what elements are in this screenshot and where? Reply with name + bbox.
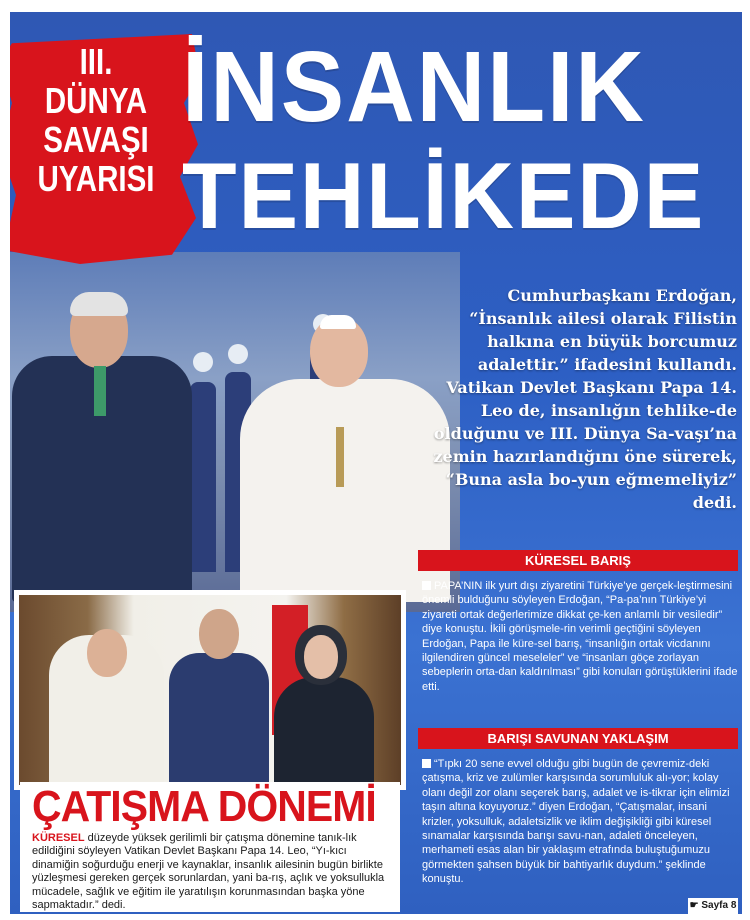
- headline-line-2: TEHLİKEDE: [182, 143, 706, 248]
- section-paragraph: PAPA’NIN ilk yurt dışı ziyaretini Türkiye’ye gerçek-leştirmesini önemli bulduğunu söyleyen Erdoğan, “Pa-pa’nın Türkiye’yi ziyareti ortak değerlerimize dikkat çe-ken anlamlı bir vesiledir” diye konuştu. İkili görüşmele-rin verimli geçtiğini söyleyen Erdoğan, Papa ile küre-sel barış, “insanlığın ortak vicdanını ilgilendiren güncel meseleler” ve “insanları göçe zorlayan sebeplerin orta-dan kaldırılması” gibi konuları görüştüklerini ifade etti.: [422, 580, 738, 693]
- kicker-line: III.: [79, 41, 113, 82]
- kicker-text: [25, 42, 166, 198]
- section-text: [422, 579, 738, 694]
- box-keyword: KÜRESEL: [32, 832, 85, 844]
- kicker-line: SAVAŞI: [43, 119, 149, 160]
- page-reference: ☛ Sayfa 8: [688, 898, 738, 914]
- article-panel: [10, 12, 742, 914]
- section-text: [422, 757, 738, 887]
- section-heading: BARIŞI SAVUNAN YAKLAŞIM: [418, 728, 738, 749]
- kicker-line: DÜNYA: [44, 80, 148, 121]
- box-body: [32, 832, 394, 912]
- box-title: ÇATIŞMA DÖNEMİ: [32, 782, 376, 831]
- guard-helmet: [193, 352, 213, 372]
- headline-line-1: İNSANLIK: [182, 31, 646, 143]
- box-text: düzeyde yüksek gerilimli bir çatışma dönemine tanık-lık edildiğini söyleyen Vatikan Devlet Başkanı Papa 14. Leo, “Yı-kıcı dinamiğin soğurduğu enerji ve kaynaklar, insanlık ailesinin bugün birlikte yüzleşmesi gereken gerçek sorunlardan, yani ba-rış, açlık ve yoksullukla mücadele, sağlık ve eğitim ile yaratılışın korunmasından başka yöne sapmaktadır.” dedi.: [32, 832, 385, 912]
- kicker-line: UYARISI: [37, 158, 155, 199]
- erdogan-figure: [12, 294, 194, 602]
- bullet-square-icon: [422, 581, 431, 590]
- lead-paragraph: Cumhurbaşkanı Erdoğan, “İnsanlık ailesi olarak Filistin halkına en büyük borcumuz adalettir.” ifadesini kullandı. Vatikan Devlet Başkanı Papa 14. Leo de, insanlığın tehlike-de olduğunu ve III. Dünya Sa-vaşı’na zemin hazırlandığını öne sürerek, “Buna asla bo-yun eğmemeliyiz” dedi.: [433, 286, 737, 512]
- section-paragraph: “Tıpkı 20 sene evvel olduğu gibi bugün de çevremiz-deki çatışma, kriz ve zulümler karşısında sorumluluk alı-yor; kolay olanı değil zor olanı seçerek barış, adalet ve is-tikrar için elimizi taşın altına koyuyoruz.” diyen Erdoğan, “Çatışmalar, insani krizler, yoksulluk, adaletsizlik ve iklim değişikliği gibi küresel sınamalar karşısında barışı savu-nan, adaleti önceleyen, merhameti esas alan bir yaklaşım etrafında buluştuğumuzu görmekten şahsen büyük bir bahtiyarlık duydum.” şeklinde konuştu.: [422, 758, 730, 886]
- section-heading: KÜRESEL BARIŞ: [418, 550, 738, 571]
- bullet-square-icon: [422, 759, 431, 768]
- inset-photo: [14, 590, 406, 790]
